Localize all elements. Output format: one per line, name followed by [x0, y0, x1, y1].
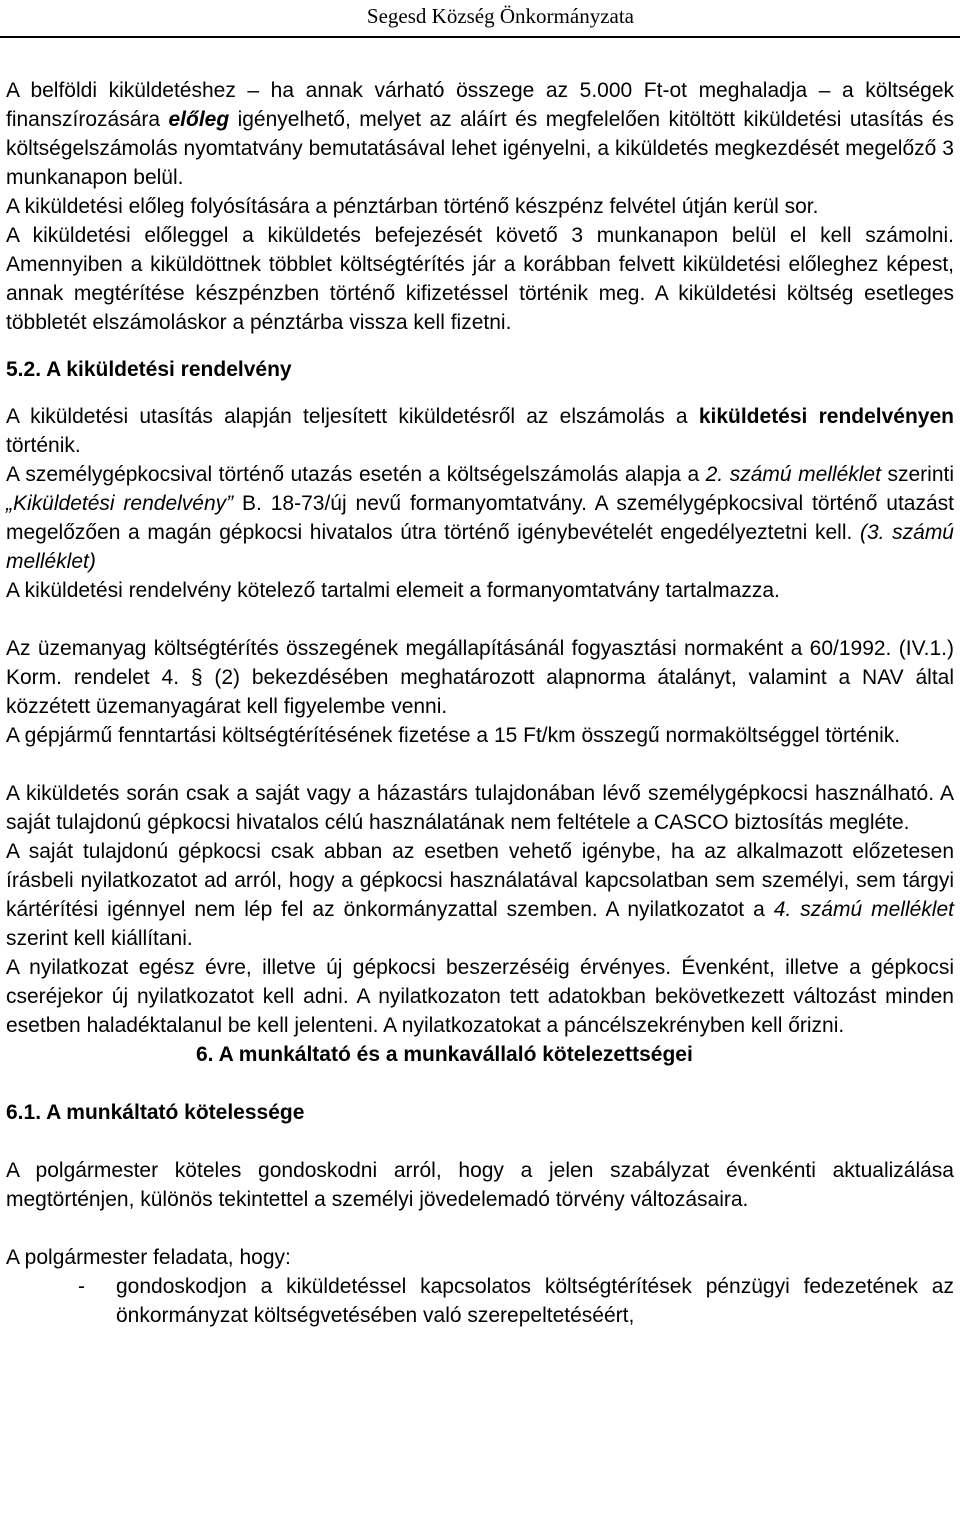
text: A belföldi kiküldetéshez – ha annak várható összege az 5.000 Ft-ot meghaladja – a költségek finanszírozására: [6, 79, 954, 131]
section-heading-6-1: 6.1. A munkáltató kötelessége: [6, 1101, 305, 1124]
list-item-text: gondoskodjon a kiküldetéssel kapcsolatos költségtérítések pénzügyi fedezetének az önkormányzat költségvetésében való szerepeltetéséért,: [116, 1275, 954, 1327]
italic-ref: (3. számú melléklet): [6, 521, 954, 573]
paragraph-mayor-duty: A polgármester köteles gondoskodni arról, hogy a jelen szabályzat évenkénti aktualizálása megtörténjen, különös tekintettel a személyi jövedelemadó törvény változásaira.: [6, 1159, 954, 1211]
document-body: [6, 76, 954, 1330]
text: A személygépkocsival történő utazás esetén a költségelszámolás alapja a: [6, 463, 706, 486]
italic-ref: „Kiküldetési rendelvény”: [6, 492, 234, 515]
paragraph-own-car: A kiküldetés során csak a saját vagy a házastárs tulajdonában lévő személygépkocsi használható. A saját tulajdonú gépkocsi hivatalos célú használatának nem feltétele a CASCO biztosítás megléte.: [6, 782, 954, 834]
paragraph-settlement: A kiküldetési előleggel a kiküldetés befejezését követő 3 munkanapon belül el kell számolni. Amennyiben a kiküldöttnek többlet költségtérítés jár a korábban felvett kiküldetési előleghez képest, annak megtérítése készpénzben történő kifizetéssel történik meg. A kiküldetési költség esetleges többletét elszámoláskor a pénztárba vissza kell fizetni.: [6, 224, 954, 334]
bold-text: kiküldetési rendelvényen: [698, 405, 954, 428]
paragraph-maintenance: A gépjármű fenntartási költségtérítésének fizetése a 15 Ft/km összegű normaköltséggel történik.: [6, 724, 901, 747]
text: B. 18-73/új nevű formanyomtatvány. A személygépkocsival történő utazást megelőzően a magán gépkocsi hivatalos útra történő igénybevételét engedélyeztetni kell.: [6, 492, 954, 544]
list-dash: -: [78, 1275, 85, 1298]
header-title: Segesd Község Önkormányzata: [366, 4, 634, 28]
text: igényelhető, melyet az aláírt és megfelelően kitöltött kiküldetési utasítás és költségelszámolás nyomtatvány bemutatásával lehet igényelni, a kiküldetés megkezdését megelőző 3 munkanapon belül.: [6, 108, 954, 189]
task-list: [6, 1272, 954, 1330]
page-header: [0, 0, 960, 38]
list-item: [6, 1272, 954, 1330]
paragraph-declaration: [6, 837, 954, 953]
paragraph-form-contents: A kiküldetési rendelvény kötelező tartalmi elemeit a formanyomtatvány tartalmazza.: [6, 579, 780, 602]
paragraph-car-travel: [6, 460, 954, 576]
section-heading-5-2: 5.2. A kiküldetési rendelvény: [6, 358, 292, 381]
paragraph-fuel-norm: Az üzemanyag költségtérítés összegének megállapításánál fogyasztási normaként a 60/1992. (IV.1.) Korm. rendelet 4. § (2) bekezdésében meghatározott alapnorma átalányt, valamint a NAV által közzétett üzemanyagárat kell figyelembe venni.: [6, 637, 954, 718]
paragraph-advance-payment: [6, 76, 954, 192]
paragraph-advance-cash: A kiküldetési előleg folyósítására a pénztárban történő készpénz felvétel útján kerül sor.: [6, 195, 819, 218]
text: szerinti: [880, 463, 954, 486]
italic-ref: 4. számú melléklet: [773, 898, 954, 921]
section-heading-6: 6. A munkáltató és a munkavállaló kötelezettségei: [196, 1043, 693, 1066]
paragraph-declaration-validity: A nyilatkozat egész évre, illetve új gépkocsi beszerzéséig érvényes. Évenként, illetve a gépkocsi cseréjekor új nyilatkozatot kell adni. A nyilatkozaton tett adatokban bekövetkezett változást minden esetben haladéktalanul be kell jelenteni. A nyilatkozatokat a páncélszekrényben kell őrizni.: [6, 956, 954, 1037]
italic-ref: 2. számú melléklet: [705, 463, 881, 486]
text: A saját tulajdonú gépkocsi csak abban az esetben vehető igénybe, ha az alkalmazott előzetesen írásbeli nyilatkozatot ad arról, hogy a gépkocsi használatával kapcsolatban sem személyi, sem tárgyi kártérítési igénnyel nem lép fel az önkormányzattal szemben. A nyilatkozatot a: [6, 840, 954, 921]
text: szerint kell kiállítani.: [6, 927, 193, 950]
emphasis-advance: előleg: [168, 108, 230, 131]
paragraph-travel-order: [6, 402, 954, 460]
text: történik.: [6, 434, 81, 457]
paragraph-mayor-task: A polgármester feladata, hogy:: [6, 1246, 291, 1269]
text: A kiküldetési utasítás alapján teljesített kiküldetésről az elszámolás a: [6, 405, 699, 428]
